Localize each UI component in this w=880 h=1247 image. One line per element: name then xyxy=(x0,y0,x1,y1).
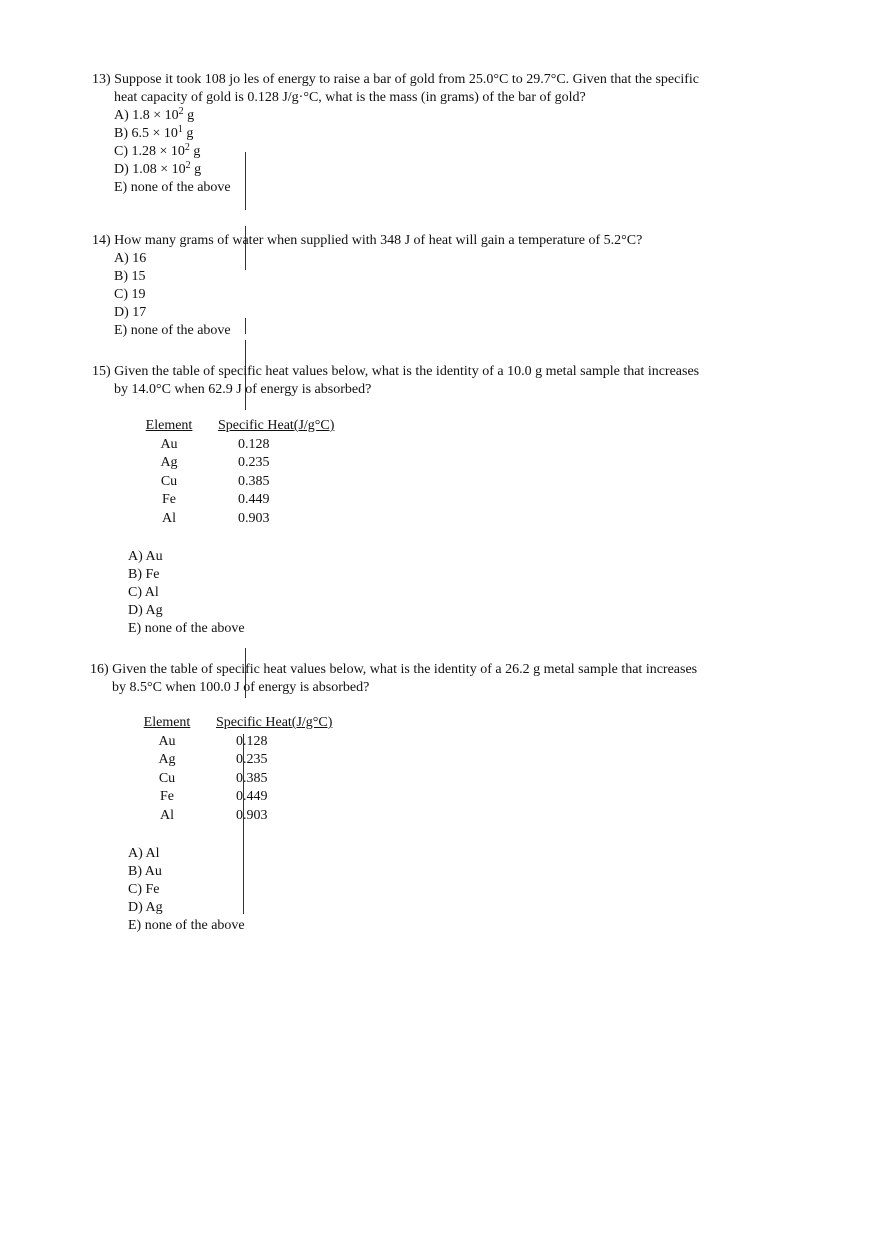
value-cell: 0.128 xyxy=(236,733,268,749)
element-cell: Ag xyxy=(160,455,178,470)
value-cell: 0.903 xyxy=(238,510,270,526)
value-cell: 0.449 xyxy=(238,492,270,507)
column-header: Element xyxy=(145,418,193,433)
value-cell: 0.385 xyxy=(236,770,268,786)
table-row xyxy=(138,733,332,752)
choice-e: E) none of the above xyxy=(128,918,245,933)
table-row xyxy=(140,491,334,510)
choice-d: D) Ag xyxy=(128,603,163,618)
question-stem: 15) Given the table of specific heat values below, what is the identity of a 10.0 g metal sample that increases by 14.0°C when 62.9 J of energy is absorbed? xyxy=(92,364,700,397)
choice-d: D) Ag xyxy=(128,900,163,915)
choice-e: E) none of the above xyxy=(114,323,231,338)
column-header: Element xyxy=(143,715,191,730)
value-cell: 0.385 xyxy=(238,473,270,489)
column-header: Specific Heat(J/g°C) xyxy=(216,715,333,730)
answer-choices xyxy=(114,107,712,197)
choice-c: C) Fe xyxy=(128,882,160,897)
choice-c: C) Al xyxy=(128,585,159,600)
question-stem: 14) How many grams of water when supplied with 348 J of heat will gain a temperature of 5.2°C? xyxy=(92,233,643,248)
value-cell: 0.235 xyxy=(238,455,270,470)
question-15 xyxy=(92,363,712,638)
choice-c: C) 19 xyxy=(114,287,146,302)
question-stem: 16) Given the table of specific heat values below, what is the identity of a 26.2 g metal sample that increases by 8.5°C when 100.0 J of energy is absorbed? xyxy=(90,662,698,695)
value-cell: 0.903 xyxy=(236,807,268,823)
question-13 xyxy=(92,71,712,197)
choice-a: A) Au xyxy=(128,549,163,564)
specific-heat-table xyxy=(140,417,334,528)
answer-choices xyxy=(128,548,712,638)
choice-e: E) none of the above xyxy=(128,621,245,636)
choice-c: C) $1.28 \times 10^2$ g xyxy=(114,142,201,159)
question-16 xyxy=(90,661,710,935)
table-row xyxy=(138,788,332,807)
choice-a: A) $1.8 \times 10^2$ g xyxy=(114,106,195,123)
answer-choices xyxy=(114,250,712,340)
value-cell: 0.128 xyxy=(238,436,270,452)
table-row xyxy=(140,436,334,455)
element-cell: Fe xyxy=(162,492,176,507)
question-stem: 13) Suppose it took 108 jo les of energy to raise a bar of gold from 25.0°C to 29.7°C. Given that the specific heat capacity of gold is 0.128 J/g·°C, what is the mass (in grams) of the bar of gold? xyxy=(92,72,699,105)
choice-e: E) none of the above xyxy=(114,180,231,195)
table-header-row xyxy=(138,714,332,733)
table-row xyxy=(138,807,332,826)
element-cell: Au xyxy=(160,436,178,452)
table-row xyxy=(140,454,334,473)
element-cell: Cu xyxy=(158,770,176,786)
element-cell: Al xyxy=(162,510,176,526)
table-row xyxy=(140,510,334,529)
element-cell: Au xyxy=(158,733,176,749)
choice-a: A) 16 xyxy=(114,251,147,266)
specific-heat-table xyxy=(138,714,332,825)
choice-d: D) 17 xyxy=(114,305,147,320)
table-row xyxy=(140,473,334,492)
value-cell: 0.235 xyxy=(236,752,268,767)
element-cell: Fe xyxy=(160,789,174,804)
choice-b: B) Au xyxy=(128,864,162,879)
choice-b: B) 15 xyxy=(114,269,146,284)
choice-a: A) Al xyxy=(128,846,160,861)
table-row xyxy=(138,770,332,789)
answer-choices xyxy=(128,845,710,935)
choice-d: D) $1.08 \times 10^2$ g xyxy=(114,160,202,177)
table-header-row xyxy=(140,417,334,436)
element-cell: Al xyxy=(160,807,174,823)
choice-b: B) Fe xyxy=(128,567,160,582)
choice-b: B) $6.5 \times 10^1$ g xyxy=(114,124,194,141)
column-header: Specific Heat(J/g°C) xyxy=(218,418,335,433)
element-cell: Ag xyxy=(158,752,176,767)
question-14 xyxy=(92,232,712,340)
value-cell: 0.449 xyxy=(236,789,268,804)
element-cell: Cu xyxy=(160,473,178,489)
table-row xyxy=(138,751,332,770)
